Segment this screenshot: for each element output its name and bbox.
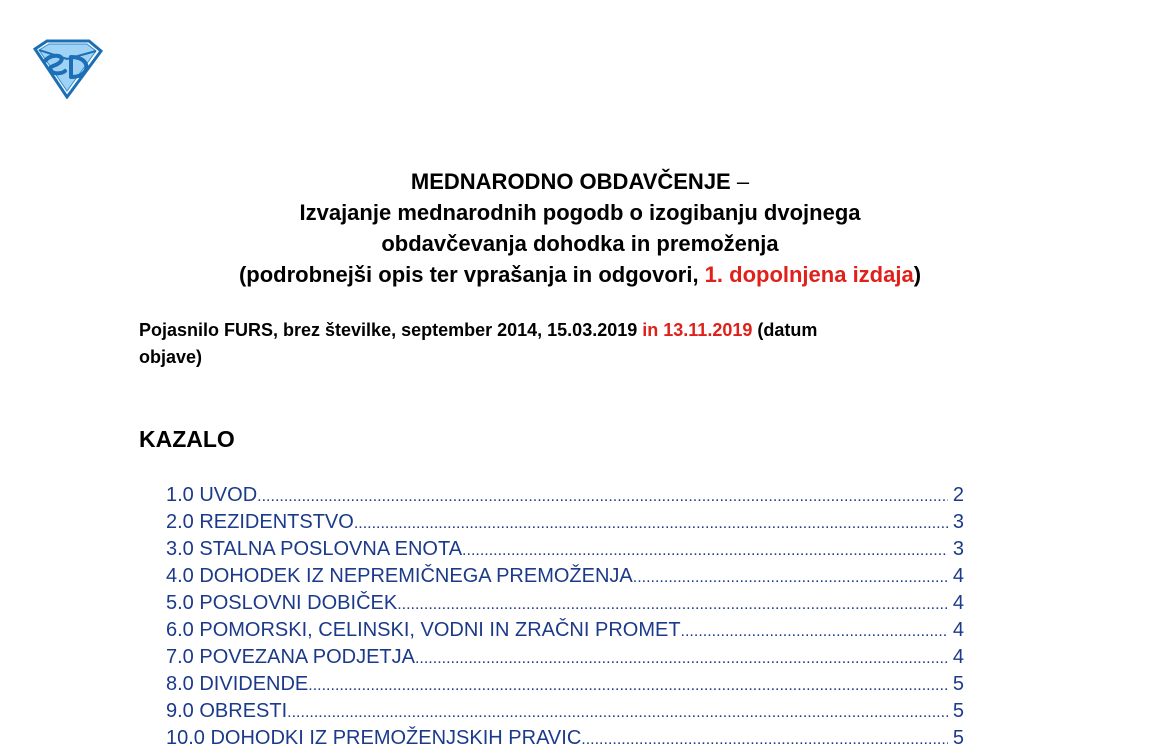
toc-item-povezana-podjetja[interactable]: 7.0 POVEZANA PODJETJA ..... 4 [166, 644, 964, 671]
toc-item-obresti[interactable]: 9.0 OBRESTI ..... 5 [166, 698, 964, 725]
update-date: in 13.11.2019 [642, 320, 753, 340]
title-line-2: Izvajanje mednarodnih pogodb o izogibanju dvojnega [299, 200, 861, 225]
toc-item-uvod[interactable]: 1.0 UVOD ..... 2 [166, 482, 964, 509]
toc-item-nepremicnine[interactable]: 4.0 DOHODEK IZ NEPREMIČNEGA PREMOŽENJA ..... 4 [166, 563, 964, 590]
sd-logo-icon [31, 39, 103, 99]
title-line-3: obdavčevanja dohodka in premoženja [381, 231, 779, 256]
title-line-4: (podrobnejši opis ter vprašanja in odgovori, 1. dopolnjena izdaja) [238, 262, 922, 287]
title-line-1: MEDNARODNO OBDAVČENJE – [410, 169, 750, 194]
document-title [60, 166, 1100, 290]
toc-item-poslovni-dobicek[interactable]: 5.0 POSLOVNI DOBIČEK ..... 4 [166, 590, 964, 617]
toc-heading: KAZALO [139, 426, 235, 452]
toc-item-rezidentstvo[interactable]: 2.0 REZIDENTSTVO ..... 3 [166, 509, 964, 536]
toc-item-promet[interactable]: 6.0 POMORSKI, CELINSKI, VODNI IN ZRAČNI PROMET ..... 4 [166, 617, 964, 644]
toc-item-stalna-poslovna-enota[interactable]: 3.0 STALNA POSLOVNA ENOTA ..... 3 [166, 536, 964, 563]
toc-item-dividende[interactable]: 8.0 DIVIDENDE ..... 5 [166, 671, 964, 698]
table-of-contents [166, 482, 964, 752]
toc-item-premozenjske-pravice[interactable]: 10.0 DOHODKI IZ PREMOŽENJSKIH PRAVIC ..... 5 [166, 725, 964, 752]
edition-note: 1. dopolnjena izdaja [704, 262, 914, 287]
source-note: Pojasnilo FURS, brez številke, september 2014, 15.03.2019 in 13.11.2019 (datum objave) [139, 320, 818, 367]
